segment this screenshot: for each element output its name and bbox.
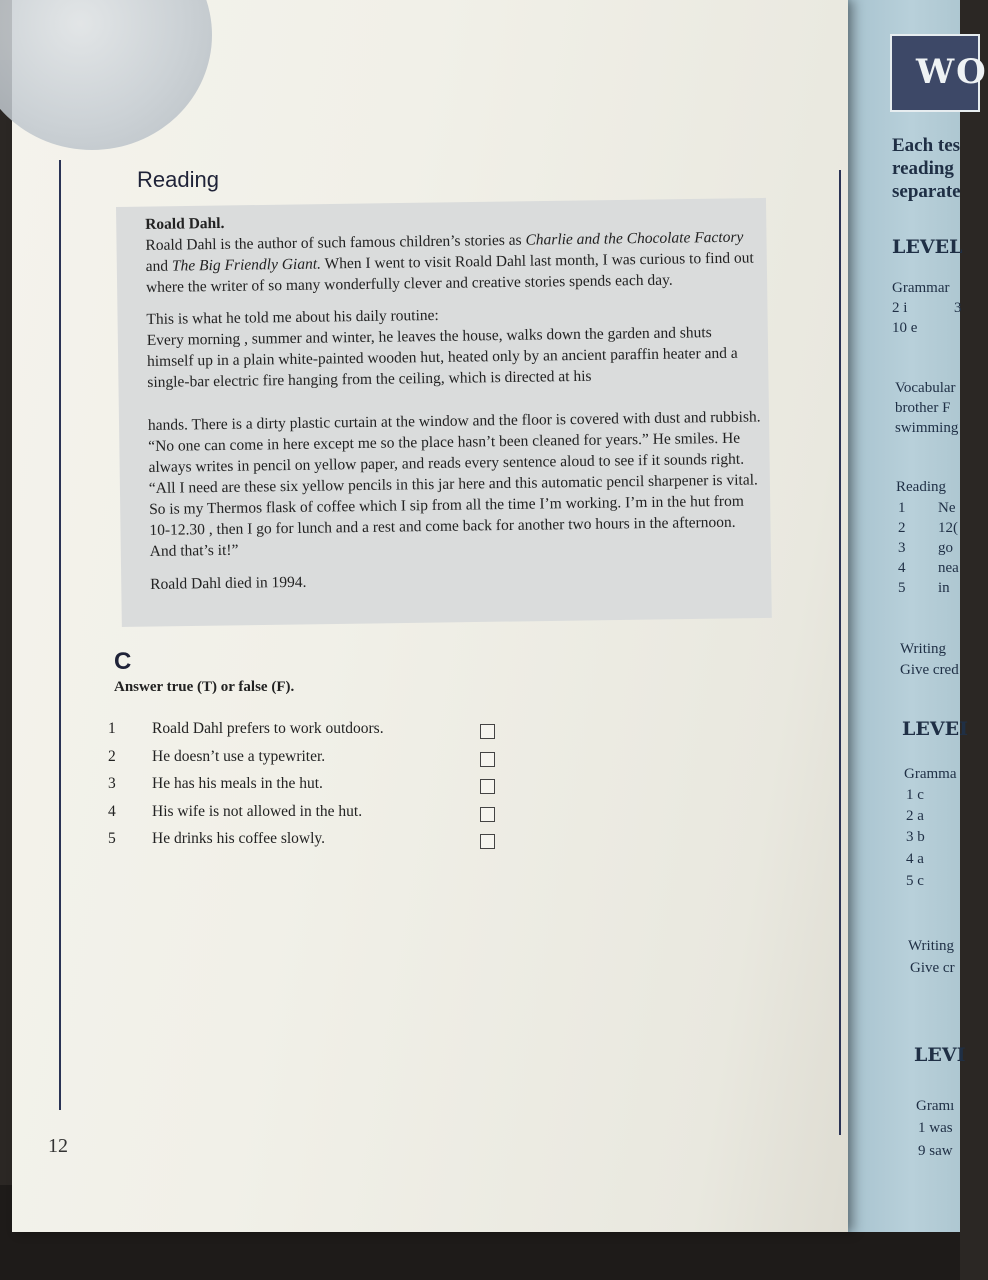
right-margin-rule — [839, 170, 841, 1135]
grammar-value: 2 a — [906, 808, 924, 824]
question-row — [108, 803, 528, 831]
exercise-letter: C — [114, 648, 132, 675]
grammar-value: 2 i — [892, 300, 908, 316]
answer-checkbox[interactable] — [480, 752, 495, 767]
reading-answer: in — [938, 580, 950, 596]
question-row — [108, 830, 528, 858]
grammar-value: 9 saw — [918, 1143, 953, 1159]
passage-text: Roald Dahl is the author of such famous children’s stories as — [145, 231, 526, 254]
reading-num: 3 — [898, 540, 906, 556]
passage-paragraph: Roald Dahl died in 1994. — [150, 573, 307, 593]
grammar-value: 3 b — [906, 829, 925, 845]
banner-text: WO — [916, 52, 988, 92]
intro-line: reading — [892, 158, 954, 179]
writing-value: Give cr — [910, 960, 955, 976]
passage-paragraph: This is what he told me about his daily routine: — [146, 306, 439, 328]
level-heading: LEVEI — [902, 718, 968, 740]
vocab-value: swimming — [895, 420, 959, 436]
question-text: He doesn’t use a typewriter. — [152, 747, 326, 765]
vocab-label: Vocabular — [895, 380, 956, 396]
writing-label: Writing — [908, 938, 955, 954]
question-row — [108, 748, 528, 776]
question-number: 3 — [108, 775, 116, 792]
reading-num: 2 — [898, 520, 906, 536]
reading-answer: go — [938, 540, 953, 556]
reading-num: 1 — [898, 500, 906, 516]
answer-checkbox[interactable] — [480, 724, 495, 739]
answer-checkbox[interactable] — [480, 807, 495, 822]
reading-label: Reading — [896, 479, 946, 495]
question-number: 1 — [108, 720, 116, 737]
grammar-value: 10 e — [892, 320, 918, 336]
level-heading: LEVEL — [892, 236, 963, 258]
book-title: The Big Friendly Giant. — [171, 255, 322, 275]
left-margin-rule — [59, 160, 61, 1110]
reading-passage — [145, 205, 765, 595]
globe-illustration — [0, 0, 212, 150]
grammar-value: 1 c — [906, 787, 924, 803]
question-number: 4 — [108, 802, 116, 820]
grammar-label: Gramı — [916, 1098, 955, 1114]
vocab-value: brother F — [895, 400, 951, 416]
intro-line: separate — [892, 181, 961, 202]
question-text: His wife is not allowed in the hut. — [152, 802, 363, 820]
passage-text: When I went to visit Roald Dahl last month, I was curious to find out where the writer of so many wonderfully clever and creative stories spends each day. — [145, 249, 754, 296]
question-text: He has his meals in the hut. — [152, 775, 323, 792]
question-number: 2 — [108, 747, 116, 765]
question-text: Roald Dahl prefers to work outdoors. — [152, 720, 384, 737]
intro-line: Each tes — [892, 135, 961, 156]
question-list — [108, 720, 528, 858]
reading-num: 5 — [898, 580, 906, 596]
section-heading: Reading — [137, 167, 219, 192]
writing-value: Give cred — [900, 662, 959, 678]
grammar-label: Grammar — [892, 280, 950, 296]
reading-num: 4 — [898, 560, 906, 576]
right-page — [838, 0, 988, 1232]
answer-checkbox[interactable] — [480, 779, 495, 794]
grammar-label: Gramma — [904, 766, 957, 782]
passage-paragraph: hands. There is a dirty plastic curtain at the window and the floor is covered with dust and rubbish. “No one can come in here except me so the place hasn’t been cleaned for years.” He smiles. He always writes in pencil on yellow paper, and reads every sentence aloud to see if it sounds right. “All I need are these six yellow pencils in this jar here and this automatic pencil sharpener is vital. So is my Thermos flask of coffee which I sip from all the time I’m working. I’m in the hut from 10-12.30 , then I go for lunch and a rest and come back for another two hours in the afternoon. And that’s it!” — [147, 408, 761, 560]
level-heading: LEVI — [914, 1044, 966, 1066]
banner-box — [890, 34, 988, 112]
grammar-value: 1 was — [918, 1120, 953, 1136]
page-number: 12 — [48, 1135, 68, 1157]
passage-title: Roald Dahl. — [145, 214, 225, 233]
exercise-instruction: Answer true (T) or false (F). — [114, 679, 295, 695]
passage-paragraph — [145, 226, 761, 298]
passage-text: and — [145, 257, 173, 275]
answer-checkbox[interactable] — [480, 834, 495, 849]
intro-text — [892, 134, 961, 203]
writing-label: Writing — [900, 641, 947, 657]
passage-paragraph: Every morning , summer and winter, he leaves the house, walks down the garden and shuts himself up in a plain white-painted wooden hut, heated only by an ancient paraffin heater and a single-bar electric fire hanging from the ceiling, which is directed at his — [146, 324, 738, 391]
question-row — [108, 775, 528, 803]
grammar-value: 3 — [954, 300, 962, 316]
question-row — [108, 720, 528, 748]
grammar-value: 4 a — [906, 851, 924, 867]
reading-answer: 12( — [938, 520, 958, 536]
book-title: Charlie and the Chocolate Factory — [525, 228, 744, 249]
question-number: 5 — [108, 830, 116, 847]
reading-answer: Ne — [938, 500, 956, 516]
grammar-value: 5 c — [906, 873, 924, 889]
reading-answer: nea — [938, 560, 959, 576]
question-text: He drinks his coffee slowly. — [152, 830, 326, 847]
